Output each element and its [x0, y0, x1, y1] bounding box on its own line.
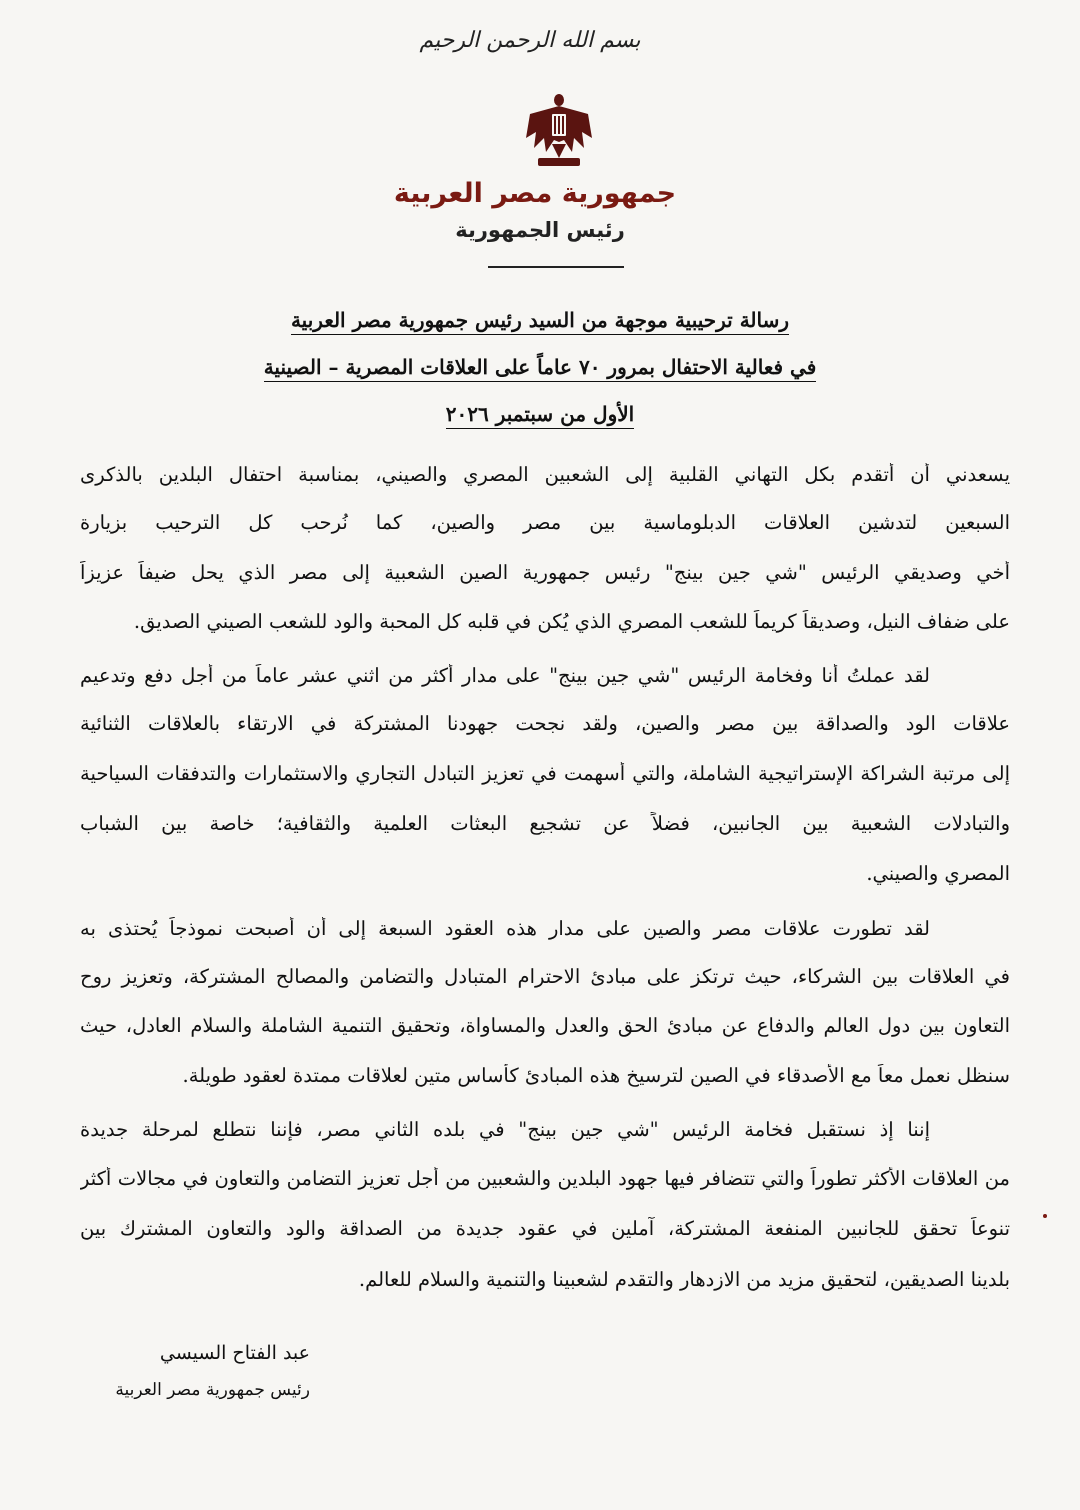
body-line: التعاون بين دول العالم والدفاع عن مبادئ الحق والعدل والمساواة، وتحقيق التنمية الشاملة والسلام العادل، حيث	[80, 1014, 1010, 1037]
signature-title: رئيس جمهورية مصر العربية	[115, 1380, 310, 1400]
signature-name: عبد الفتاح السيسي	[159, 1342, 310, 1364]
body-line: لقد عملتُ أنا وفخامة الرئيس "شي جين بينج" على مدار أكثر من اثني عشر عاماً من أجل دفع وتدعيم	[80, 664, 930, 687]
body-line: بلدينا الصديقين، لتحقيق مزيد من الازدهار والتقدم لشعبينا والتنمية والسلام للعالم.	[358, 1268, 1010, 1291]
body-line: أخي وصديقي الرئيس "شي جين بينج" رئيس جمهورية الصين الشعبية إلى مصر الذي يحل ضيفاً عزيزاً	[80, 561, 1010, 584]
body-line: من العلاقات الأكثر تطوراً والتي تتضافر فيها جهود البلدين والشعبين من أجل تعزيز التضامن والتعاون في مجالات أكثر	[80, 1167, 1010, 1190]
letterhead-divider	[488, 266, 624, 268]
body-line: والتبادلات الشعبية بين الجانبين، فضلاً عن تشجيع البعثات العلمية والثقافية؛ خاصة بين الشباب	[80, 812, 1010, 835]
body-line: لقد تطورت علاقات مصر والصين على مدار هذه العقود السبعة إلى أن أصبحت نموذجاً يُحتذى به	[80, 917, 930, 940]
body-line: سنظل نعمل معاً مع الأصدقاء في الصين لترسيخ هذه المبادئ كأساس متين لعلاقات ممتدة لعقود طويلة.	[182, 1064, 1010, 1087]
letterhead-country: جمهورية مصر العربية	[393, 178, 677, 209]
eagle-emblem-icon	[524, 92, 594, 172]
letterhead-office: رئيس الجمهورية	[455, 218, 625, 242]
body-line: إلى مرتبة الشراكة الإستراتيجية الشاملة، والتي أسهمت في تعزيز التبادل التجاري والاستثمارات والتدفقات السياحية	[80, 762, 1010, 785]
body-line: يسعدني أن أتقدم بكل التهاني القلبية إلى الشعبين المصري والصيني، بمناسبة احتفال البلدين بالذكرى	[80, 463, 1010, 486]
body-line: المصري والصيني.	[866, 862, 1010, 885]
subject-date: الأول من سبتمبر ٢٠٢٦	[260, 402, 820, 426]
basmala: بسم الله الرحمن الرحيم	[419, 28, 641, 53]
body-line: في العلاقات بين الشركاء، حيث ترتكز على مبادئ الاحترام المتبادل والتضامن والمصالح المشتركة، وتعزيز روح	[80, 965, 1010, 988]
body-line: إننا إذ نستقبل فخامة الرئيس "شي جين بينج" في بلده الثاني مصر، فإننا نتطلع لمرحلة جديدة	[80, 1118, 930, 1141]
body-line: السبعين لتدشين العلاقات الدبلوماسية بين مصر والصين، كما نُرحب كل الترحيب بزيارة	[80, 511, 1010, 534]
body-line: علاقات الود والصداقة بين مصر والصين، ولقد نجحت جهودنا المشتركة في الارتقاء بالعلاقات الثنائية	[80, 712, 1010, 735]
body-line: على ضفاف النيل، وصديقاً كريماً للشعب المصري الذي يُكن في قلبه كل المحبة والود للشعب الصيني الصديق.	[133, 610, 1010, 633]
subject-line-2: في فعالية الاحتفال بمرور ٧٠ عاماً على العلاقات المصرية – الصينية	[260, 355, 820, 379]
ink-speck	[1043, 1214, 1047, 1218]
body-line: تنوعاً تحقق للجانبين المنفعة المشتركة، آملين في عقود جديدة من الصداقة والود والتعاون المشترك بين	[80, 1217, 1010, 1240]
subject-line-1: رسالة ترحيبية موجهة من السيد رئيس جمهورية مصر العربية	[260, 308, 820, 332]
